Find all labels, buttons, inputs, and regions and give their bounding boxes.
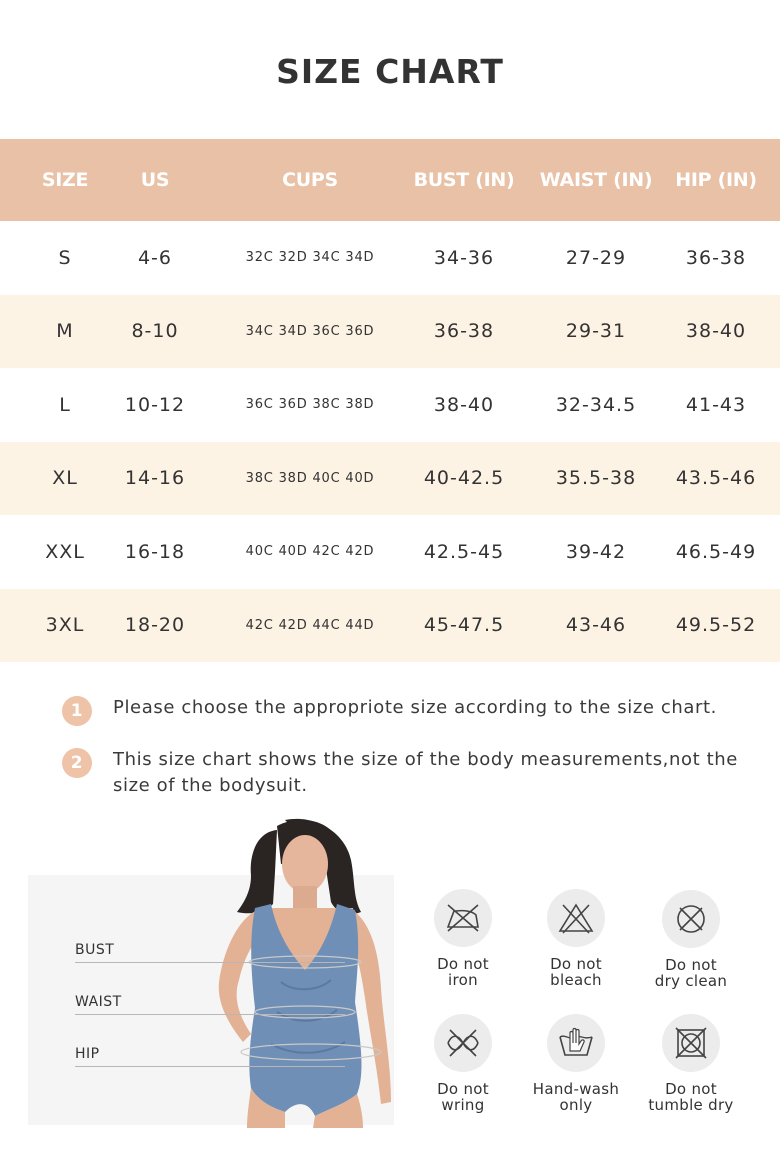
- cell-us: 10-12: [124, 393, 186, 416]
- bust-line: [75, 962, 345, 963]
- cell-us: 16-18: [124, 540, 186, 563]
- note-text: This size chart shows the size of the body measurements,not the size of the bodysuit.: [113, 749, 738, 796]
- care-label-line: Do not: [437, 1080, 489, 1098]
- do-not-dry-clean-icon: [662, 890, 720, 948]
- cell-bust: 36-38: [433, 320, 495, 343]
- model-figure-illustration: [185, 812, 400, 1128]
- care-label-line: tumble dry: [648, 1096, 734, 1114]
- hip-line: [75, 1066, 345, 1067]
- cell-hip: 49.5-52: [675, 614, 757, 637]
- care-label-line: iron: [448, 971, 478, 989]
- cell-cups: 36C 36D 38C 38D: [245, 397, 375, 413]
- cell-size: 3XL: [45, 614, 85, 637]
- cell-size: XXL: [45, 540, 85, 563]
- waist-label: WAIST: [75, 994, 122, 1010]
- table-row: [0, 295, 780, 369]
- cell-us: 8-10: [131, 320, 179, 343]
- cell-waist: 35.5-38: [555, 467, 637, 490]
- do-not-iron-icon: [434, 889, 492, 947]
- care-label-line: wring: [441, 1096, 485, 1114]
- cell-size: L: [59, 393, 71, 416]
- table-row: [0, 368, 780, 442]
- cell-bust: 45-47.5: [423, 614, 505, 637]
- care-item-do-not-bleach: [521, 889, 631, 988]
- note-number-badge: 2: [62, 748, 92, 778]
- table-row: [0, 589, 780, 663]
- cell-waist: 43-46: [565, 614, 627, 637]
- cell-cups: 38C 38D 40C 40D: [245, 470, 375, 486]
- note-2: [62, 721, 762, 799]
- do-not-wring-icon: [434, 1014, 492, 1072]
- cell-hip: 38-40: [685, 320, 747, 343]
- cell-hip: 46.5-49: [675, 540, 757, 563]
- table-header-row: [0, 139, 780, 221]
- size-table: [0, 139, 780, 662]
- care-item-hand-wash: [521, 1014, 631, 1113]
- cell-cups: 42C 42D 44C 44D: [245, 617, 375, 633]
- care-label-line: Do not: [550, 955, 602, 973]
- care-label-line: Hand-wash: [532, 1080, 620, 1098]
- cell-bust: 40-42.5: [423, 467, 505, 490]
- do-not-tumble-dry-icon: [662, 1014, 720, 1072]
- cell-size: XL: [52, 467, 78, 490]
- hand-wash-icon: [547, 1014, 605, 1072]
- care-label-line: Do not: [437, 955, 489, 973]
- note-1: [62, 695, 762, 721]
- cell-bust: 34-36: [433, 246, 495, 269]
- care-label-line: Do not: [665, 956, 717, 974]
- cell-bust: 38-40: [433, 393, 495, 416]
- header-hip: HIP (IN): [675, 169, 757, 191]
- cell-us: 4-6: [137, 246, 173, 269]
- care-item-do-not-tumble-dry: [636, 1014, 746, 1113]
- size-notes: [62, 695, 762, 823]
- care-label-line: bleach: [550, 971, 602, 989]
- cell-waist: 29-31: [565, 320, 627, 343]
- care-label-line: only: [559, 1096, 593, 1114]
- hip-label: HIP: [75, 1046, 100, 1062]
- cell-hip: 41-43: [685, 393, 747, 416]
- header-us: US: [140, 169, 170, 191]
- bust-label: BUST: [75, 942, 115, 958]
- header-waist: WAIST (IN): [539, 169, 653, 191]
- table-row: [0, 515, 780, 589]
- care-label-line: dry clean: [654, 972, 728, 990]
- page-title: SIZE CHART: [276, 52, 504, 91]
- cell-waist: 32-34.5: [555, 393, 637, 416]
- cell-waist: 27-29: [565, 246, 627, 269]
- cell-hip: 36-38: [685, 246, 747, 269]
- table-row: [0, 221, 780, 295]
- cell-size: S: [58, 246, 72, 269]
- header-cups: CUPS: [282, 169, 338, 191]
- do-not-bleach-icon: [547, 889, 605, 947]
- note-number-badge: 1: [62, 696, 92, 726]
- care-item-do-not-wring: [408, 1014, 518, 1113]
- header-bust: BUST (IN): [413, 169, 515, 191]
- cell-us: 18-20: [124, 614, 186, 637]
- cell-us: 14-16: [124, 467, 186, 490]
- cell-size: M: [56, 320, 74, 343]
- cell-cups: 40C 40D 42C 42D: [245, 544, 375, 560]
- cell-waist: 39-42: [565, 540, 627, 563]
- care-item-do-not-iron: [408, 889, 518, 988]
- note-text: Please choose the appropriote size according to the size chart.: [113, 697, 718, 718]
- care-item-do-not-dry-clean: [636, 890, 746, 989]
- header-size: SIZE: [41, 169, 89, 191]
- cell-cups: 32C 32D 34C 34D: [245, 250, 375, 266]
- cell-bust: 42.5-45: [423, 540, 505, 563]
- table-row: [0, 442, 780, 516]
- cell-cups: 34C 34D 36C 36D: [245, 323, 375, 339]
- care-label-line: Do not: [665, 1080, 717, 1098]
- waist-line: [75, 1014, 345, 1015]
- cell-hip: 43.5-46: [675, 467, 757, 490]
